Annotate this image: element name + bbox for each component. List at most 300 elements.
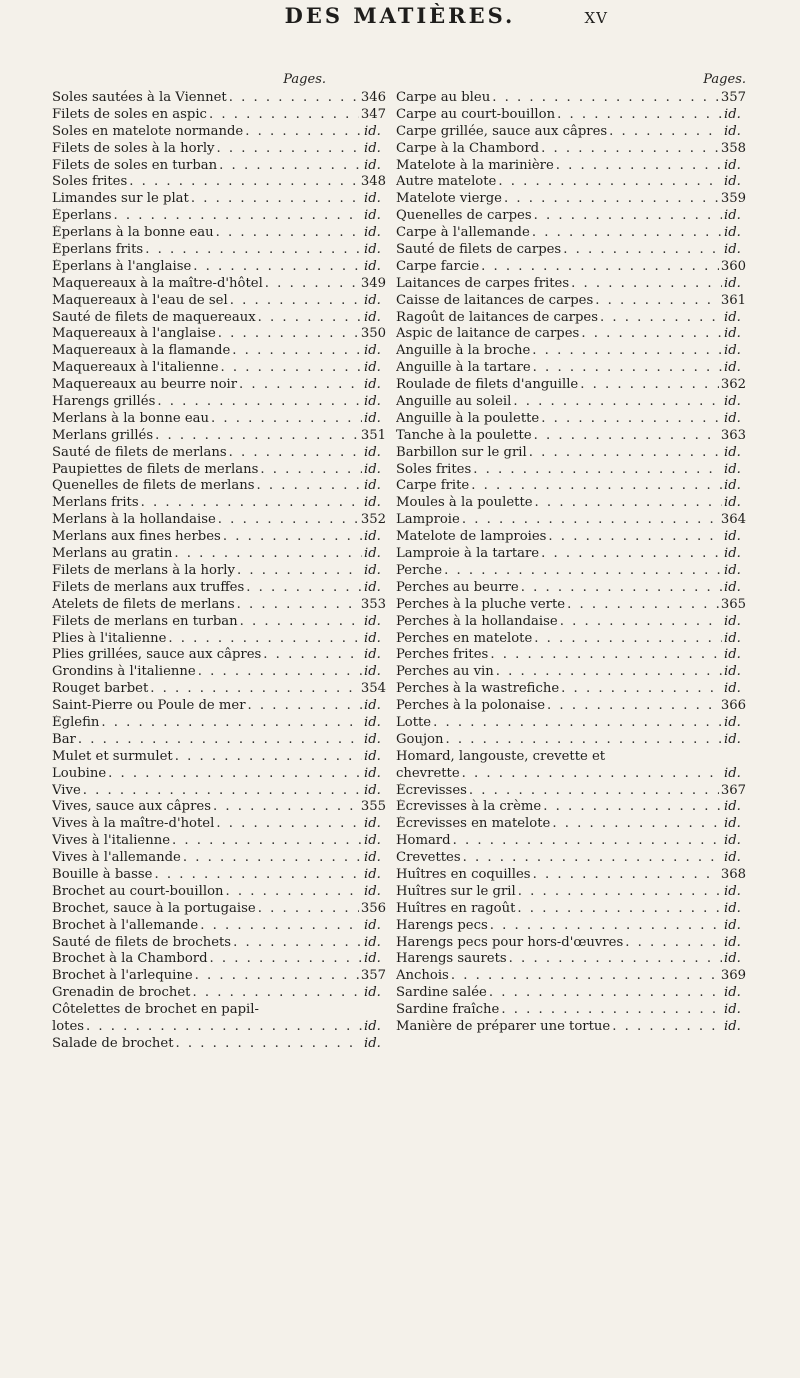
entry-label: Perches en matelote	[396, 630, 533, 646]
entry-page-number: id.	[364, 157, 381, 173]
index-entry	[52, 276, 386, 293]
entry-label: Perches à la polonaise	[396, 698, 546, 714]
entry-page-number: 362	[720, 377, 746, 393]
index-entry	[52, 985, 386, 1002]
entry-label: Soles en matelote normande	[52, 123, 244, 139]
entry-label: Tanche à la poulette	[396, 427, 532, 443]
dot-leader	[521, 580, 722, 597]
dot-leader	[263, 647, 362, 664]
index-entry	[396, 732, 746, 749]
dot-leader	[86, 1019, 362, 1036]
dot-leader	[532, 343, 722, 360]
entry-page-number: id.	[724, 309, 741, 325]
entry-label: Anguille au soleil	[396, 394, 512, 410]
dot-leader	[229, 90, 359, 107]
dot-leader	[489, 985, 722, 1002]
index-entry	[52, 597, 386, 614]
index-entry	[52, 225, 386, 242]
index-entry	[396, 580, 746, 597]
index-entry	[52, 647, 386, 664]
index-entry	[396, 191, 746, 208]
dot-leader	[232, 343, 362, 360]
index-entry	[52, 884, 386, 901]
index-entry	[396, 850, 746, 867]
dot-leader	[78, 732, 362, 749]
dot-leader	[560, 614, 722, 631]
index-entry	[52, 631, 386, 648]
index-entry	[396, 478, 746, 495]
entry-page-number: 369	[720, 968, 746, 984]
entry-label: Lamproie	[396, 512, 460, 528]
entry-page-number: id.	[364, 765, 381, 781]
entry-label: Homard	[396, 833, 451, 849]
left-column	[52, 72, 386, 1053]
index-entry	[52, 1019, 386, 1036]
dot-leader	[219, 158, 362, 175]
index-entry	[52, 698, 386, 715]
index-entry	[52, 326, 386, 343]
index-entry	[396, 614, 746, 631]
entry-page-number: id.	[364, 309, 381, 325]
dot-leader	[446, 732, 723, 749]
index-entry	[52, 174, 386, 191]
entry-page-number: id.	[724, 562, 741, 578]
entry-label: Harengs saurets	[396, 951, 507, 967]
index-entry	[52, 462, 386, 479]
entry-page-number: id.	[364, 562, 381, 578]
dot-leader	[451, 968, 719, 985]
entry-label: Soles frites	[396, 461, 472, 477]
entry-page-number: 351	[360, 427, 386, 443]
index-entry	[396, 597, 746, 614]
index-entry	[52, 749, 386, 766]
entry-label: Perches à la pluche verte	[396, 596, 566, 612]
dot-leader	[498, 174, 722, 191]
index-entry	[52, 968, 386, 985]
dot-leader	[248, 698, 362, 715]
entry-page-number: 347	[360, 106, 386, 122]
index-entry	[52, 664, 386, 681]
index-entry	[396, 276, 746, 293]
entry-page-number: 355	[360, 799, 386, 815]
entry-page-number: id.	[364, 866, 381, 882]
entry-label: Carpe frite	[396, 478, 470, 494]
entry-label: Perches à la wastrefiche	[396, 681, 560, 697]
entry-page-number: id.	[364, 647, 381, 663]
entry-page-number: 363	[720, 427, 746, 443]
index-entry	[52, 732, 386, 749]
entry-label: Merlans à la hollandaise	[52, 512, 216, 528]
index-entry	[52, 1002, 386, 1019]
entry-page-number: id.	[724, 731, 741, 747]
entry-page-number: id.	[724, 225, 741, 241]
entry-label: Filets de merlans en turban	[52, 613, 238, 629]
index-entry	[52, 766, 386, 783]
dot-leader	[172, 833, 362, 850]
entry-page-number: id.	[364, 833, 381, 849]
dot-leader	[210, 951, 362, 968]
entry-page-number: id.	[724, 579, 741, 595]
dot-leader	[534, 631, 722, 648]
dot-leader	[211, 411, 362, 428]
index-entry	[396, 174, 746, 191]
entry-page-number: id.	[724, 174, 741, 190]
index-entry-list	[52, 90, 386, 1053]
dot-leader	[548, 529, 722, 546]
entry-label: Maquereaux à la maître-d'hôtel	[52, 275, 263, 291]
index-entry	[52, 310, 386, 327]
dot-leader	[543, 799, 722, 816]
page-number: XV	[584, 9, 608, 27]
entry-page-number: 357	[720, 90, 746, 105]
entry-page-number: id.	[724, 613, 741, 629]
index-entry	[396, 310, 746, 327]
entry-label: Mulet et surmulet	[52, 748, 173, 764]
entry-page-number: id.	[364, 714, 381, 730]
index-entry	[396, 529, 746, 546]
entry-label: Perche	[396, 562, 443, 578]
entry-page-number: id.	[724, 326, 741, 342]
entry-page-number: id.	[724, 495, 741, 511]
entry-page-number: id.	[364, 782, 381, 798]
entry-page-number: id.	[724, 934, 741, 950]
dot-leader	[625, 935, 722, 952]
entry-page-number: id.	[724, 123, 741, 139]
index-entry	[396, 428, 746, 445]
entry-label: Côtelettes de brochet en papil-	[52, 1002, 259, 1018]
index-entry	[52, 580, 386, 597]
dot-leader	[556, 158, 722, 175]
index-entry	[396, 985, 746, 1002]
index-entry	[52, 546, 386, 563]
index-entry	[396, 141, 746, 158]
entry-label: Maquereaux à l'eau de sel	[52, 292, 228, 308]
dot-leader	[176, 1036, 362, 1053]
entry-page-number: 352	[360, 512, 386, 528]
entry-page-number: id.	[724, 630, 741, 646]
dot-leader	[490, 918, 722, 935]
entry-page-number: id.	[724, 917, 741, 933]
index-entry	[396, 1019, 746, 1036]
entry-page-number: 357	[360, 968, 386, 984]
dot-leader	[504, 191, 719, 208]
index-entry	[396, 647, 746, 664]
index-entry	[396, 512, 746, 529]
entry-page-number: 346	[360, 90, 386, 105]
entry-label: Limandes sur le plat	[52, 191, 189, 207]
index-entry	[52, 799, 386, 816]
entry-page-number: id.	[364, 883, 381, 899]
entry-page-number: id.	[724, 647, 741, 663]
entry-label: Roulade de filets d'anguille	[396, 377, 579, 393]
entry-page-number: id.	[724, 714, 741, 730]
dot-leader	[501, 1002, 722, 1019]
pages-column-label: Pages.	[703, 72, 746, 87]
entry-page-number: id.	[724, 664, 741, 680]
entry-page-number: id.	[724, 461, 741, 477]
entry-label: Sauté de filets de carpes	[396, 242, 562, 258]
right-column	[396, 72, 746, 1036]
entry-page-number: id.	[364, 394, 381, 410]
dot-leader	[218, 326, 359, 343]
index-entry	[52, 107, 386, 124]
index-entry	[52, 512, 386, 529]
index-entry	[52, 951, 386, 968]
dot-leader	[533, 360, 722, 377]
index-entry	[396, 833, 746, 850]
dot-leader	[216, 816, 362, 833]
index-entry	[396, 445, 746, 462]
dot-leader	[83, 783, 362, 800]
dot-leader	[532, 225, 722, 242]
index-entry	[396, 766, 746, 783]
index-entry	[396, 681, 746, 698]
dot-leader	[609, 124, 722, 141]
entry-label: Perches au beurre	[396, 579, 519, 595]
dot-leader	[229, 445, 362, 462]
entry-label: Éperlans à la bonne eau	[52, 225, 214, 241]
entry-page-number: id.	[364, 191, 381, 207]
entry-label: Quenelles de carpes	[396, 208, 532, 224]
dot-leader	[198, 664, 362, 681]
index-entry	[396, 158, 746, 175]
entry-page-number: id.	[724, 343, 741, 359]
entry-page-number: id.	[724, 765, 741, 781]
index-entry	[52, 529, 386, 546]
dot-leader	[245, 124, 362, 141]
entry-label: Maquereaux au beurre noir	[52, 377, 238, 393]
dot-leader	[462, 766, 722, 783]
index-entry	[52, 833, 386, 850]
dot-leader	[600, 310, 722, 327]
entry-label: Brochet à la Chambord	[52, 951, 208, 967]
dot-leader	[534, 428, 719, 445]
entry-label: Vives, sauce aux câpres	[52, 799, 211, 815]
entry-label: Perches au vin	[396, 664, 494, 680]
entry-page-number: id.	[364, 934, 381, 950]
entry-page-number: id.	[724, 951, 741, 967]
index-entry	[396, 326, 746, 343]
entry-page-number: 364	[720, 512, 746, 528]
entry-page-number: id.	[364, 258, 381, 274]
entry-label: Sauté de filets de merlans	[52, 444, 227, 460]
index-entry-list	[396, 90, 746, 1036]
index-entry	[396, 918, 746, 935]
entry-label: Atelets de filets de merlans	[52, 596, 235, 612]
dot-leader	[463, 850, 722, 867]
dot-leader	[471, 478, 722, 495]
entry-label: Merlans frits	[52, 495, 139, 511]
dot-leader	[240, 614, 362, 631]
dot-leader	[175, 749, 362, 766]
dot-leader	[557, 107, 722, 124]
entry-page-number: id.	[724, 394, 741, 410]
entry-page-number: id.	[364, 850, 381, 866]
entry-label: Brochet au court-bouillon	[52, 883, 224, 899]
index-entry	[396, 259, 746, 276]
entry-label: Perches à la hollandaise	[396, 613, 558, 629]
dot-leader	[129, 174, 359, 191]
index-entry	[52, 495, 386, 512]
dot-leader	[108, 766, 362, 783]
entry-page-number: id.	[364, 630, 381, 646]
index-entry	[396, 343, 746, 360]
dot-leader	[535, 495, 722, 512]
entry-label: Éperlans frits	[52, 242, 144, 258]
entry-label: Merlans grillés	[52, 427, 154, 443]
entry-label: Lotte	[396, 714, 432, 730]
entry-label: Brochet, sauce à la portugaise	[52, 900, 256, 916]
entry-page-number: 354	[360, 681, 386, 697]
index-entry	[52, 563, 386, 580]
entry-label: Plies grillées, sauce aux câpres	[52, 647, 262, 663]
index-entry	[52, 918, 386, 935]
dot-leader	[191, 191, 362, 208]
entry-page-number: id.	[364, 917, 381, 933]
index-entry	[396, 90, 746, 107]
index-entry	[396, 1002, 746, 1019]
entry-label: Matelote de lamproies	[396, 529, 547, 545]
dot-leader	[217, 141, 362, 158]
entry-page-number: id.	[364, 731, 381, 747]
entry-label: Filets de soles en aspic	[52, 106, 207, 122]
index-entry	[396, 360, 746, 377]
index-entry	[396, 462, 746, 479]
index-entry	[396, 394, 746, 411]
entry-page-number: id.	[724, 360, 741, 376]
entry-page-number: id.	[364, 579, 381, 595]
index-entry	[396, 816, 746, 833]
entry-page-number: id.	[364, 613, 381, 629]
entry-page-number: id.	[724, 1018, 741, 1034]
dot-leader	[567, 597, 719, 614]
dot-leader	[517, 901, 722, 918]
entry-page-number: 367	[720, 782, 746, 798]
entry-page-number: id.	[724, 478, 741, 494]
entry-page-number: 358	[720, 140, 746, 156]
index-entry	[52, 783, 386, 800]
index-entry	[396, 495, 746, 512]
entry-label: Filets de merlans à la horly	[52, 562, 235, 578]
entry-label: Brochet à l'allemande	[52, 917, 199, 933]
entry-label: Merlans au gratin	[52, 546, 173, 562]
dot-leader	[462, 512, 719, 529]
entry-page-number: id.	[364, 951, 381, 967]
dot-leader	[258, 310, 362, 327]
index-entry	[396, 935, 746, 952]
dot-leader	[552, 816, 722, 833]
entry-label: Paupiettes de filets de merlans	[52, 461, 259, 477]
entry-page-number: id.	[364, 546, 381, 562]
dot-leader	[513, 394, 722, 411]
entry-page-number: id.	[364, 478, 381, 494]
entry-page-number: id.	[724, 242, 741, 258]
dot-leader	[157, 394, 362, 411]
entry-label: Carpe au court-bouillon	[396, 106, 556, 122]
dot-leader	[541, 411, 722, 428]
dot-leader	[260, 462, 362, 479]
dot-leader	[534, 208, 722, 225]
entry-page-number: id.	[364, 343, 381, 359]
index-entry	[52, 208, 386, 225]
dot-leader	[469, 783, 719, 800]
dot-leader	[239, 377, 362, 394]
dot-leader	[453, 833, 722, 850]
entry-page-number: id.	[364, 529, 381, 545]
entry-page-number: id.	[724, 850, 741, 866]
entry-label: Maquereaux à l'anglaise	[52, 326, 216, 342]
entry-label: Bar	[52, 731, 76, 747]
entry-page-number: id.	[364, 748, 381, 764]
dot-leader	[433, 715, 722, 732]
entry-label: Carpe grillée, sauce aux câpres	[396, 123, 608, 139]
entry-page-number: id.	[364, 698, 381, 714]
entry-label: Carpe farcie	[396, 258, 480, 274]
index-entry	[396, 951, 746, 968]
index-entry	[396, 867, 746, 884]
dot-leader	[226, 884, 363, 901]
entry-label: Saint-Pierre ou Poule de mer	[52, 698, 246, 714]
index-entry	[396, 783, 746, 800]
index-entry	[52, 124, 386, 141]
dot-leader	[237, 563, 362, 580]
page-header	[0, 3, 800, 39]
entry-label: Grenadin de brochet	[52, 985, 191, 1001]
index-entry	[396, 698, 746, 715]
dot-leader	[490, 647, 722, 664]
index-entry	[52, 90, 386, 107]
index-entry	[52, 816, 386, 833]
entry-label: lotes	[52, 1018, 85, 1034]
dot-leader	[561, 681, 722, 698]
entry-label: Églefin	[52, 714, 100, 730]
dot-leader	[580, 377, 719, 394]
index-entry	[396, 242, 746, 259]
entry-label: Huîtres en ragoût	[396, 900, 516, 916]
entry-label: Crevettes	[396, 850, 461, 866]
entry-page-number: id.	[724, 816, 741, 832]
entry-page-number: 348	[360, 174, 386, 190]
index-entry	[52, 850, 386, 867]
index-entry	[52, 360, 386, 377]
entry-label: Rouget barbet	[52, 681, 149, 697]
entry-label: Carpe au bleu	[396, 90, 491, 105]
dot-leader	[213, 799, 359, 816]
dot-leader	[541, 546, 722, 563]
index-entry	[52, 935, 386, 952]
entry-label: Harengs pecs pour hors-d'œuvres	[396, 934, 624, 950]
dot-leader	[509, 951, 722, 968]
dot-leader	[533, 867, 719, 884]
entry-page-number: id.	[364, 1035, 381, 1051]
dot-leader	[518, 884, 722, 901]
entry-label: Merlans aux fines herbes	[52, 529, 221, 545]
index-entry	[52, 191, 386, 208]
entry-label: Laitances de carpes frites	[396, 275, 570, 291]
entry-page-number: id.	[724, 208, 741, 224]
entry-page-number: id.	[364, 208, 381, 224]
entry-label: Anguille à la broche	[396, 343, 531, 359]
entry-label: Sardine fraîche	[396, 1002, 500, 1018]
dot-leader	[257, 478, 362, 495]
index-entry	[52, 141, 386, 158]
index-entry	[396, 563, 746, 580]
dot-leader	[216, 225, 362, 242]
index-entry	[52, 377, 386, 394]
index-entry	[52, 681, 386, 698]
entry-label: Anchois	[396, 968, 449, 984]
entry-page-number: 350	[360, 326, 386, 342]
